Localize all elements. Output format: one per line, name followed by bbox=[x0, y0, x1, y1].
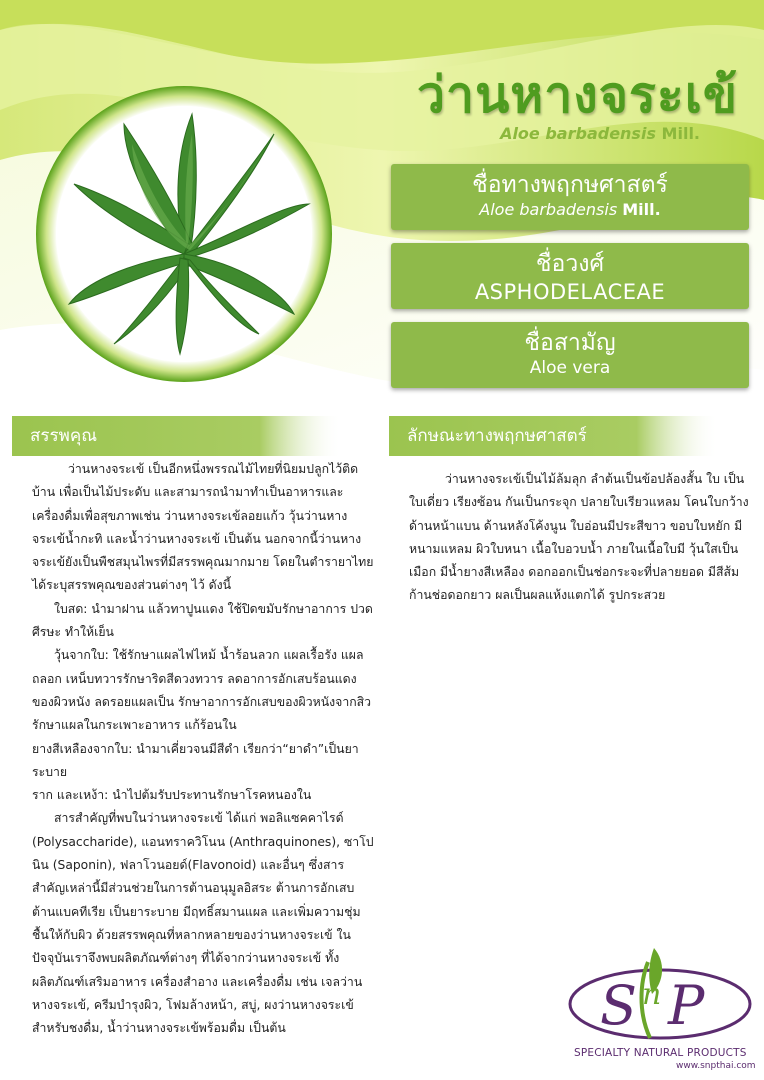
common-name-value: Aloe vera bbox=[529, 358, 611, 378]
svg-text:P: P bbox=[668, 974, 705, 1037]
scientific-name-author: Mill. bbox=[622, 200, 661, 219]
benefits-paragraph: ราก และเหง้า: นำไปต้มรับประทานรักษาโรคหนองใน bbox=[32, 788, 312, 803]
botany-text bbox=[409, 468, 749, 608]
benefits-paragraph: วุ้นจากใบ: ใช้รักษาแผลไฟไหม้ น้ำร้อนลวก แผลเรื้อรัง แผลถลอก เหน็บทวารรักษาริดสีดวงทวาร ลดอาการอักเสบร้อนแดงของผิวหนัง ลดรอยแผลเป็น รักษาอาการอักเสบของผิวหนังจากสิว รักษาแผลในกระเพาะอาหาร แก้ร้อนใน bbox=[32, 648, 372, 733]
svg-text:S: S bbox=[600, 974, 637, 1037]
page-title: ว่านหางจระเข้ bbox=[416, 66, 738, 124]
benefits-paragraph: ว่านหางจระเข้ เป็นอีกหนึ่งพรรณไม้ไทยที่นิยมปลูกไว้ติดบ้าน เพื่อเป็นไม้ประดับ และสามารถนำมาทำเป็นอาหารและเครื่องดื่มเพื่อสุขภาพเช่น ว่านหางจระเข้ลอยแก้ว วุ้นว่านหางจระเข้น้ำกะทิ และน้ำว่านหางจระเข้ เป็นต้น นอกจากนี้ว่านหางจระเข้ยังเป็นพืชสมุนไพรที่มีสรรพคุณมากมาย โดยในตำรายาไทยได้ระบุสรรพคุณของส่วนต่างๆ ไว้ ดังนี้ bbox=[32, 462, 374, 593]
svg-text:n: n bbox=[642, 977, 662, 1012]
common-name-box bbox=[391, 322, 749, 388]
family-box bbox=[391, 243, 749, 309]
scientific-subtitle bbox=[500, 124, 700, 143]
aloe-plant-image bbox=[34, 84, 334, 384]
benefits-paragraph: สารสำคัญที่พบในว่านหางจระเข้ ได้แก่ พอลิแซคคาไรด์ (Polysaccharide), แอนทราควิโนน (Anthraquinones), ซาโปนิน (Saponin), ฟลาโวนอยด์(Flavonoid) และอื่นๆ ซึ่งสารสำคัญเหล่านี้มีส่วนช่วยในการต้านอนุมูลอิสระ ต้านการอักเสบ ต้านแบคทีเรีย เป็นยาระบาย มีฤทธิ์สมานแผล และเพิ่มความชุ่มชื้นให้กับผิว ด้วยสรรพคุณที่หลากหลายของว่านหางจระเข้ ในปัจจุบันเราจึงพบผลิตภัณฑ์ต่างๆ ที่ได้จากว่านหางจระเข้ ทั้งผลิตภัณฑ์เสริมอาหาร เครื่องสำอาง และเครื่องดื่ม เช่น เจลว่านหางจระเข้, ครีมบำรุงผิว, โฟมล้างหน้า, สบู่, ผงว่านหางจระเข้สำหรับชงดื่ม, น้ำว่านหางจระเข้พร้อมดื่ม เป็นต้น bbox=[32, 811, 374, 1036]
scientific-name-italic: Aloe barbadensis bbox=[479, 200, 618, 219]
benefits-heading: สรรพคุณ bbox=[30, 426, 97, 446]
scientific-name-value bbox=[391, 200, 749, 220]
subtitle-normal: Mill. bbox=[661, 124, 700, 143]
family-heading: ชื่อวงศ์ bbox=[535, 251, 605, 277]
scientific-name-heading: ชื่อทางพฤกษศาสตร์ bbox=[472, 172, 668, 198]
benefits-text bbox=[32, 458, 375, 1040]
subtitle-italic: Aloe barbadensis bbox=[500, 124, 656, 143]
common-name-heading: ชื่อสามัญ bbox=[524, 330, 616, 356]
botany-paragraph: ว่านหางจระเข้เป็นไม้ล้มลุก ลำต้นเป็นข้อปล้องสั้น ใบ เป็นใบเดี่ยว เรียงซ้อน กันเป็นกระจุก ปลายใบเรียวแหลม โคนใบกว้าง ด้านหน้าแบน ด้านหลังโค้งนูน ใบอ่อนมีประสีขาว ขอบใบหยัก มีหนามแหลม ผิวใบหนา เนื้อใบอวบน้ำ ภายในเนื้อใบมี วุ้นใสเป็นเมือก มีน้ำยางสีเหลือง ดอกออกเป็นช่อกระจะที่ปลายยอด มีสีส้ม ก้านช่อดอกยาว ผลเป็นผลแห้งแตกได้ รูปกระสวย bbox=[409, 472, 749, 603]
family-value: ASPHODELACEAE bbox=[474, 280, 666, 304]
brand-name: SPECIALTY NATURAL PRODUCTS bbox=[574, 1047, 747, 1059]
scientific-name-box bbox=[391, 164, 749, 230]
benefits-paragraph: ใบสด: นำมาฝาน แล้วทาปูนแดง ใช้ปิดขมับรักษาอาการ ปวดศีรษะ ทำให้เย็น bbox=[32, 601, 373, 640]
brand-url: www.snpthai.com bbox=[676, 1061, 756, 1071]
botany-heading: ลักษณะทางพฤกษศาสตร์ bbox=[407, 426, 587, 446]
benefits-paragraph: ยางสีเหลืองจากใบ: นำมาเคี่ยวจนมีสีดำ เรียกว่า“ยาดำ”เป็นยาระบาย bbox=[32, 741, 359, 779]
